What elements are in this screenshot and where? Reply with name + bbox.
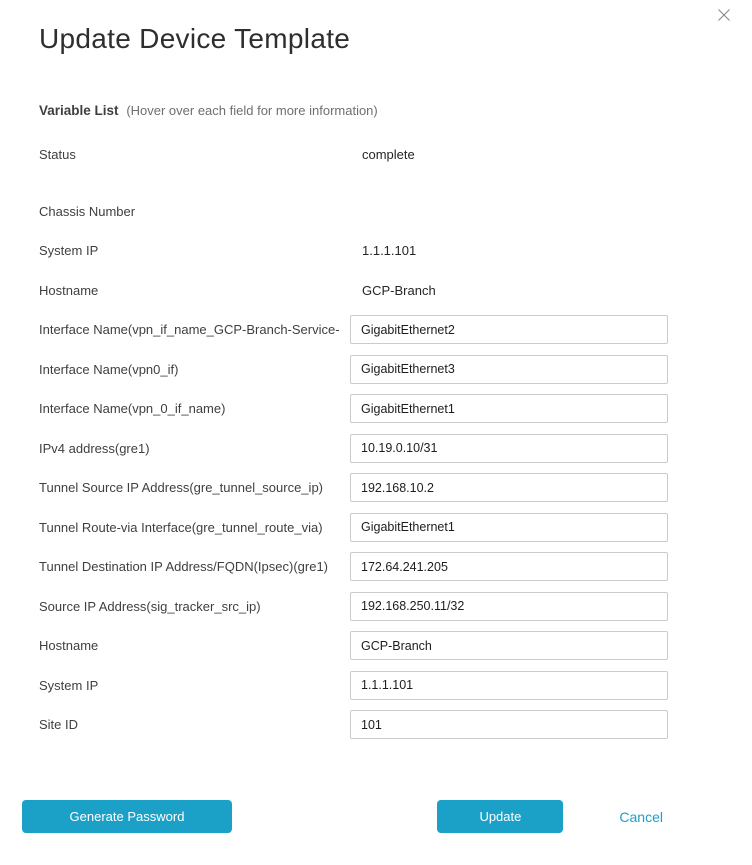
field-value-slot <box>350 592 668 621</box>
field-value-slot <box>350 710 668 739</box>
variable-list-header <box>39 102 713 119</box>
footer-right-actions <box>437 800 663 833</box>
form-row <box>39 316 713 344</box>
field-value-slot <box>350 513 668 542</box>
form-row <box>39 711 713 739</box>
form-row <box>39 592 713 620</box>
close-icon[interactable] <box>714 5 734 25</box>
field-input[interactable] <box>350 671 668 700</box>
update-button[interactable]: Update <box>437 800 563 833</box>
page-title: Update Device Template <box>39 23 351 54</box>
field-input[interactable] <box>350 315 668 344</box>
field-label: Tunnel Source IP Address(gre_tunnel_source_ip) <box>39 480 324 495</box>
field-value-slot <box>350 434 668 463</box>
close-icon-glyph <box>717 8 731 22</box>
variable-list-rows <box>39 140 713 739</box>
form-row <box>39 474 713 502</box>
form-row <box>39 671 713 699</box>
form-row <box>39 553 713 581</box>
field-label: Chassis Number <box>39 203 136 219</box>
field-value-slot <box>350 355 668 384</box>
field-label: Site ID <box>39 717 79 732</box>
field-value: GCP-Branch <box>362 282 436 298</box>
form-row <box>39 197 713 225</box>
field-value-slot <box>350 671 668 700</box>
form-row <box>39 632 713 660</box>
form-row <box>39 140 713 168</box>
field-input[interactable] <box>350 552 668 581</box>
field-label: Interface Name(vpn_if_name_GCP-Branch-Service- <box>39 322 340 337</box>
field-input[interactable] <box>350 355 668 384</box>
field-label: Interface Name(vpn0_if) <box>39 361 179 377</box>
field-value: 1.1.1.101 <box>362 243 417 258</box>
field-label: Tunnel Route-via Interface(gre_tunnel_route_via) <box>39 519 323 535</box>
variable-list-hint: (Hover over each field for more information) <box>126 103 378 118</box>
field-value-slot <box>350 473 668 502</box>
form-row <box>39 237 713 265</box>
field-value-slot <box>350 631 668 660</box>
field-value-slot <box>350 147 668 162</box>
form-row <box>39 434 713 462</box>
field-input[interactable] <box>350 710 668 739</box>
footer <box>22 800 663 833</box>
form-row <box>39 395 713 423</box>
field-input[interactable] <box>350 631 668 660</box>
field-label: Tunnel Destination IP Address/FQDN(Ipsec)(gre1) <box>39 559 329 574</box>
field-label: IPv4 address(gre1) <box>39 440 150 456</box>
field-input[interactable] <box>350 394 668 423</box>
field-value: complete <box>362 146 415 162</box>
field-value-slot <box>350 394 668 423</box>
field-label: Status <box>39 146 76 162</box>
field-input[interactable] <box>350 473 668 502</box>
field-value-slot <box>350 283 668 298</box>
form-row <box>39 513 713 541</box>
generate-password-button[interactable]: Generate Password <box>22 800 232 833</box>
variable-list-heading: Variable List <box>39 103 119 118</box>
field-label: Source IP Address(sig_tracker_src_ip) <box>39 598 261 614</box>
field-value-slot <box>350 243 668 258</box>
field-input[interactable] <box>350 513 668 542</box>
field-label: Hostname <box>39 282 99 298</box>
field-label: Interface Name(vpn_0_if_name) <box>39 401 226 416</box>
field-label: Hostname <box>39 638 99 653</box>
form-row <box>39 355 713 383</box>
cancel-link[interactable]: Cancel <box>619 808 663 825</box>
field-input[interactable] <box>350 592 668 621</box>
form-row <box>39 276 713 304</box>
field-label: System IP <box>39 677 99 693</box>
field-label: System IP <box>39 243 99 258</box>
field-value-slot <box>350 315 668 344</box>
field-value-slot <box>350 552 668 581</box>
field-input[interactable] <box>350 434 668 463</box>
